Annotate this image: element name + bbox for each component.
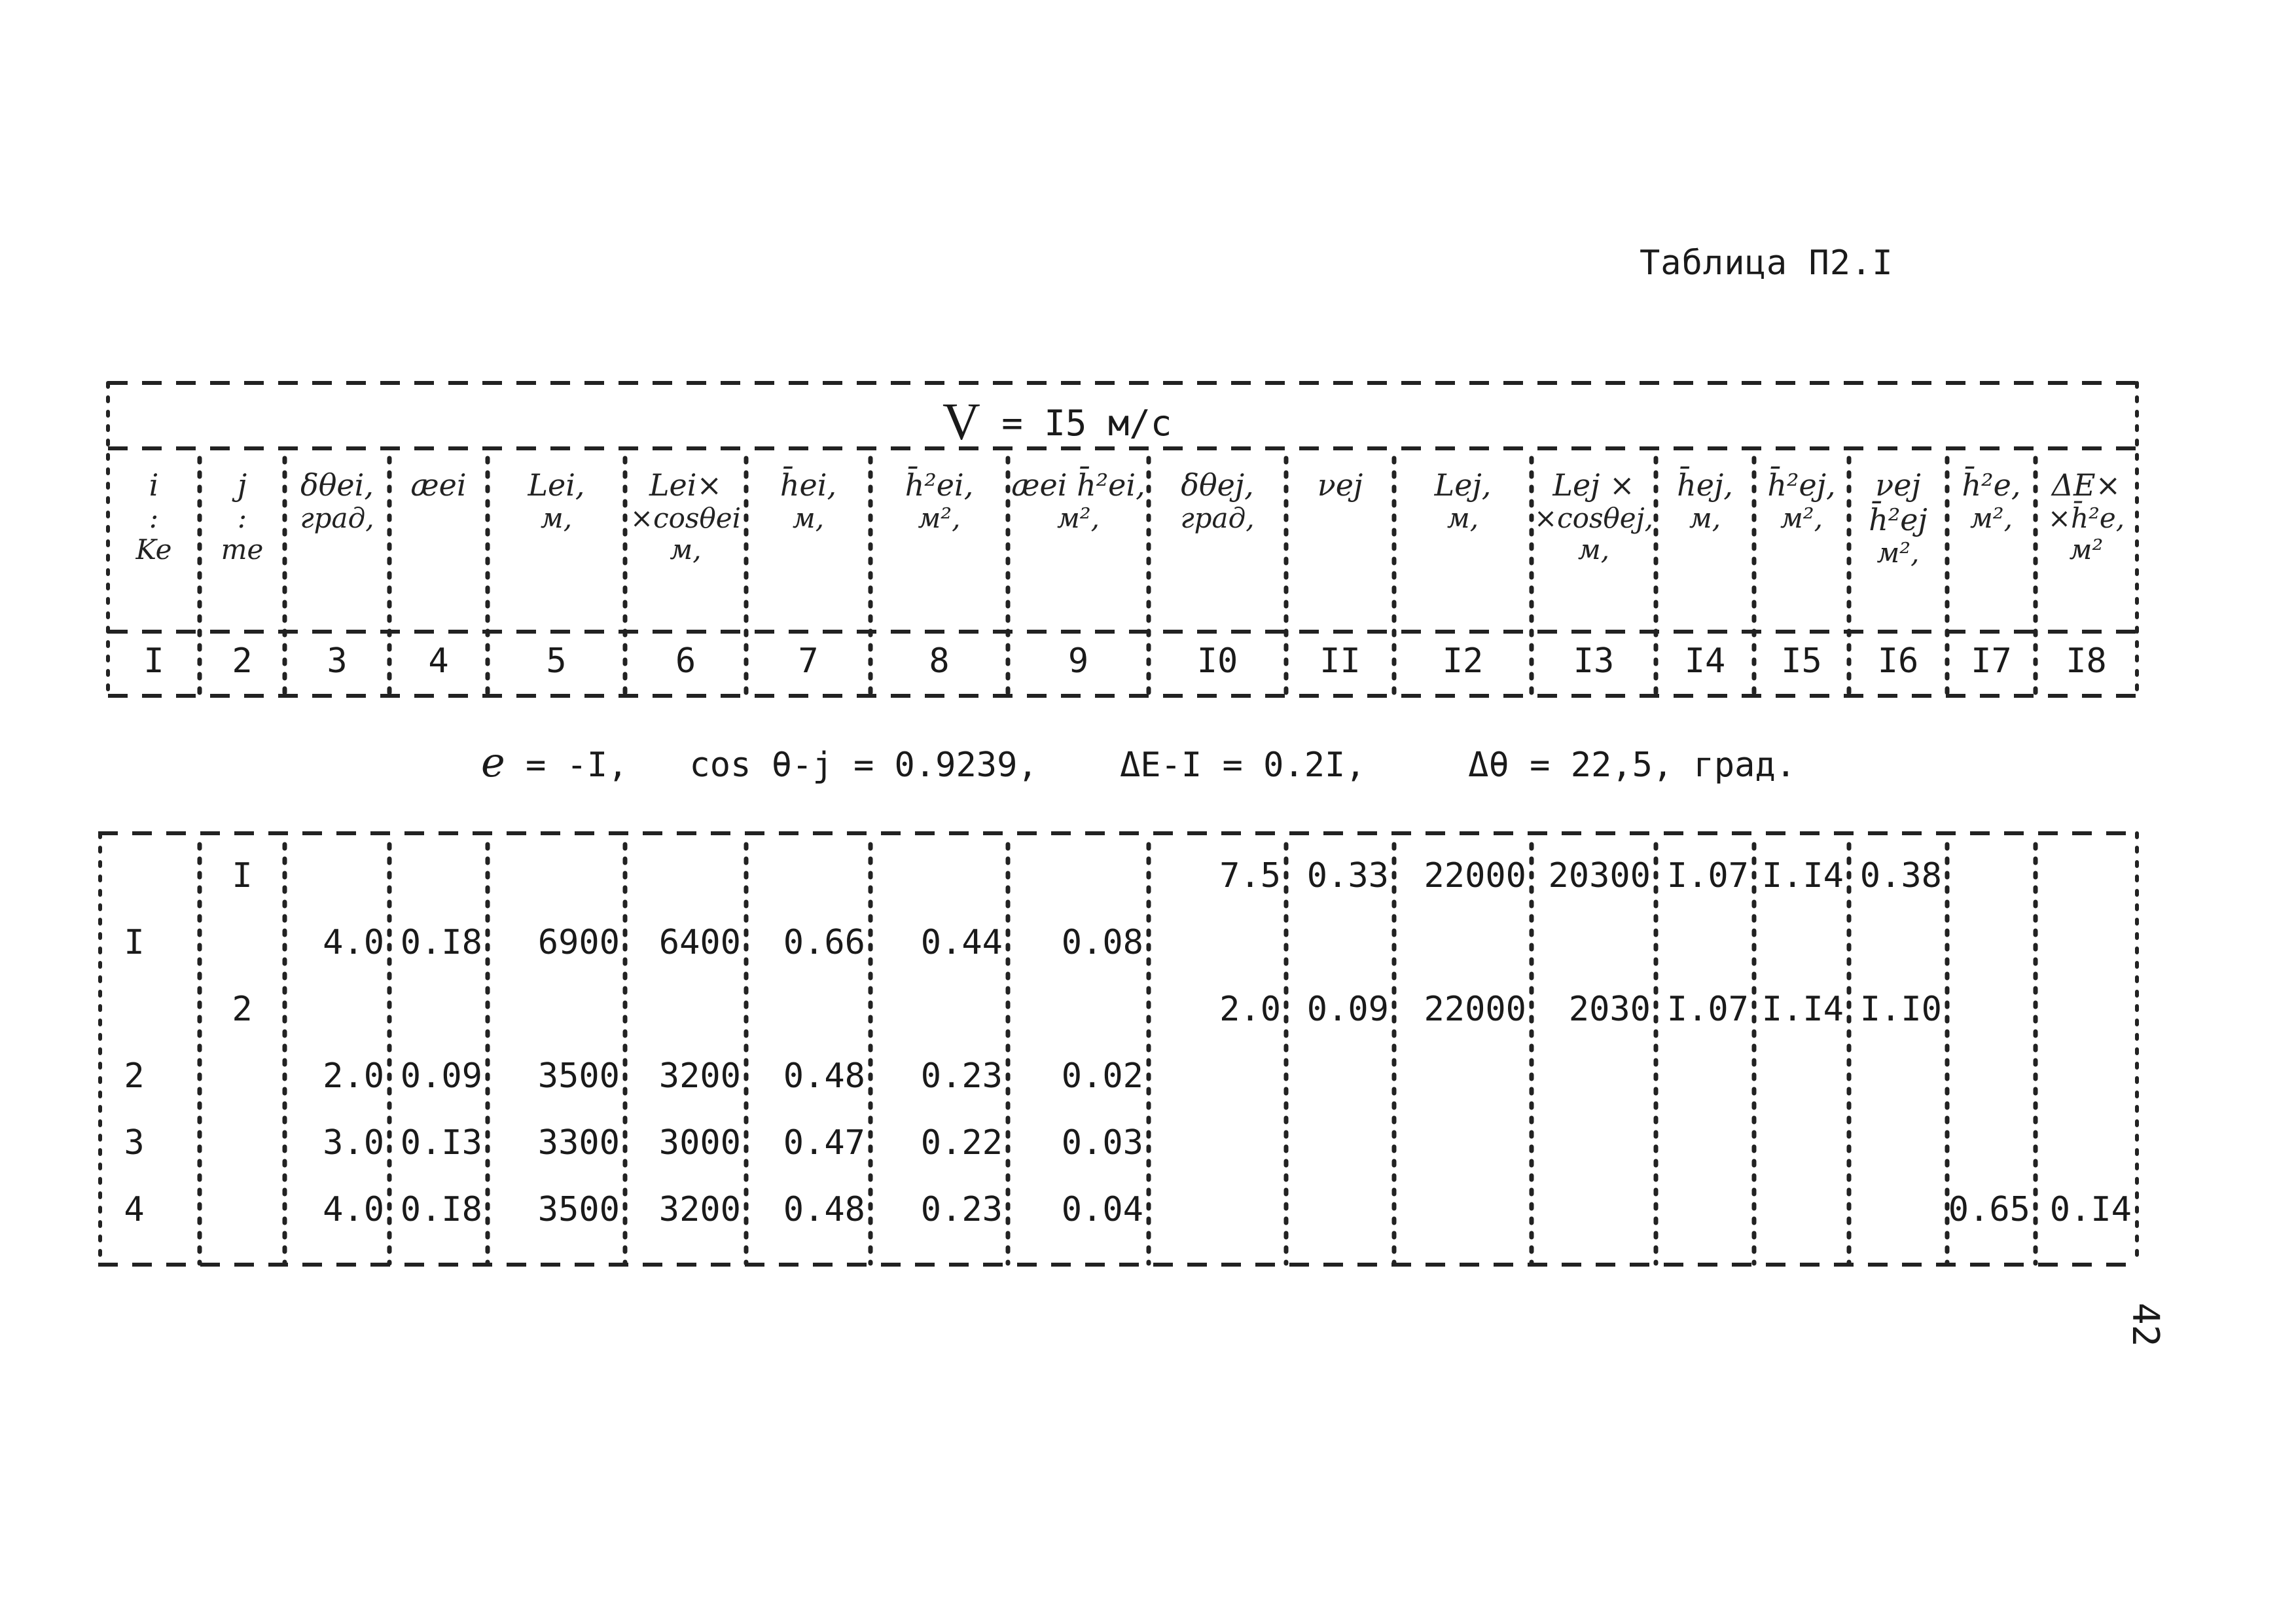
table-cell: 0.I8 (400, 923, 482, 962)
table-cell: 20300 (1548, 856, 1651, 895)
table-cell: 0.04 (1061, 1190, 1143, 1229)
table-cell: 0.66 (783, 923, 865, 962)
table-cell: I (124, 923, 145, 962)
column-header-symbol: νej h̄²ej (1869, 467, 1928, 537)
column-header-symbol: ΔE× (2051, 467, 2121, 503)
column-header (1656, 468, 1754, 534)
column-header-unit: м, (670, 533, 702, 566)
column-header-subtext: ×cosθei (630, 501, 742, 534)
column-header-symbol: h̄²e, (1962, 467, 2021, 503)
column-header-unit: м² (2069, 533, 2104, 566)
column-number: I (143, 641, 164, 681)
column-number: I7 (1971, 641, 2012, 681)
column-header-symbol: h̄²ej, (1767, 467, 1836, 503)
column-number: I6 (1877, 641, 1919, 681)
table-cell: I.07 (1666, 990, 1749, 1029)
table-cell: 2.0 (323, 1056, 384, 1096)
column-header-subtext: ×h̄²e, (2047, 501, 2125, 534)
parameter-line: e = -I, cos θ-j = 0.9239, ΔE-I = 0.2I, Δθ = 22,5, град. (481, 738, 1797, 786)
column-header-unit: Ke (135, 533, 172, 566)
column-header (1394, 468, 1532, 534)
column-header (389, 468, 488, 503)
column-header-unit: м², (918, 501, 961, 534)
table-cell: I.I4 (1761, 856, 1844, 895)
column-header (1754, 468, 1849, 534)
column-header-symbol: j (237, 467, 247, 503)
table-cell: 0.22 (920, 1123, 1003, 1163)
table-cell: 4.0 (323, 1190, 384, 1229)
column-number: I8 (2066, 641, 2107, 681)
table-cell: 3200 (658, 1190, 741, 1229)
table-cell: 3000 (658, 1123, 741, 1163)
table-cell: 2030 (1568, 990, 1651, 1029)
table-cell: 2 (124, 1056, 145, 1096)
column-number: 7 (798, 641, 819, 681)
column-header (1149, 468, 1286, 534)
table-cell: I.I0 (1859, 990, 1942, 1029)
column-header (1286, 468, 1394, 503)
column-number: I0 (1196, 641, 1238, 681)
column-header-symbol: νej (1317, 467, 1363, 503)
column-number: 9 (1067, 641, 1089, 681)
table-cell: I.I4 (1761, 990, 1844, 1029)
column-header-symbol: Lei, (528, 467, 585, 503)
column-header-unit: м², (1876, 536, 1920, 569)
column-number: 5 (546, 641, 567, 681)
column-header-unit: м, (540, 501, 573, 534)
table-cell: 4.0 (323, 923, 384, 962)
column-number: 8 (929, 641, 950, 681)
column-header-subtext: ×cosθej, (1534, 501, 1654, 534)
table-cell: 3300 (537, 1123, 620, 1163)
table-cell: 0.08 (1061, 923, 1143, 962)
column-header-subtext: : (237, 501, 247, 534)
table-cell: 7.5 (1219, 856, 1281, 895)
column-header-symbol: δθej, (1181, 467, 1254, 503)
page-number: 42 (2124, 1303, 2166, 1347)
table-cell: 0.23 (920, 1056, 1003, 1096)
column-number: I5 (1781, 641, 1822, 681)
column-header (746, 468, 870, 534)
table-cell: 6400 (658, 923, 741, 962)
table-cell: 2 (232, 990, 253, 1029)
table-cell: 3200 (658, 1056, 741, 1096)
column-header-unit: м, (1577, 533, 1610, 566)
column-number: I4 (1684, 641, 1726, 681)
table-cell: 3500 (537, 1056, 620, 1096)
column-header-symbol: h̄ej, (1677, 467, 1733, 503)
column-header (488, 468, 625, 534)
table-cell: 4 (124, 1190, 145, 1229)
column-header-unit: м, (792, 501, 825, 534)
table-cell: 22000 (1424, 990, 1526, 1029)
column-header-unit: м², (1056, 501, 1100, 534)
table-cell: 0.47 (783, 1123, 865, 1163)
table-cell: 0.23 (920, 1190, 1003, 1229)
column-header (1947, 468, 2036, 534)
column-header (625, 468, 746, 566)
table-cell: 3500 (537, 1190, 620, 1229)
column-header-symbol: æei h̄²ei, (1011, 467, 1145, 503)
column-header (870, 468, 1008, 534)
table-cell: I (232, 856, 253, 895)
table-cell: 0.48 (783, 1056, 865, 1096)
column-header (285, 468, 389, 534)
table-cell: I.07 (1666, 856, 1749, 895)
column-header-unit: м², (1969, 501, 2013, 534)
table-cell: 3.0 (323, 1123, 384, 1163)
table-caption: Таблица П2.I (1640, 244, 1893, 283)
column-header (1849, 468, 1947, 569)
column-header-symbol: Lej, (1434, 467, 1492, 503)
column-number: I3 (1573, 641, 1615, 681)
column-header (1008, 468, 1149, 534)
column-header-unit: град, (300, 501, 374, 534)
table-cell: 0.03 (1061, 1123, 1143, 1163)
table-cell: 0.33 (1306, 856, 1389, 895)
table-cell: 0.I3 (400, 1123, 482, 1163)
column-number: 2 (232, 641, 253, 681)
table-cell: 0.09 (400, 1056, 482, 1096)
column-header-symbol: Lej × (1552, 467, 1635, 503)
column-header-symbol: δθei, (300, 467, 374, 503)
column-number: 6 (675, 641, 696, 681)
table-cell: 0.48 (783, 1190, 865, 1229)
column-header-symbol: Lei× (649, 467, 723, 503)
table-cell: 0.38 (1859, 856, 1942, 895)
column-header (1532, 468, 1656, 566)
table-cell: 6900 (537, 923, 620, 962)
table-cell: 22000 (1424, 856, 1526, 895)
column-header-symbol: h̄ei, (780, 467, 837, 503)
column-header (2036, 468, 2137, 566)
column-header-subtext: : (149, 501, 159, 534)
column-number: I2 (1442, 641, 1484, 681)
table-cell: 0.65 (1948, 1190, 2030, 1229)
table-cell: 0.09 (1306, 990, 1389, 1029)
table-cell: 2.0 (1219, 990, 1281, 1029)
column-header-unit: м, (1446, 501, 1479, 534)
column-number: 4 (428, 641, 449, 681)
column-header-symbol: i (149, 467, 159, 503)
column-number: II (1319, 641, 1361, 681)
column-header-symbol: æei (410, 467, 467, 503)
column-header-unit: me (221, 533, 264, 566)
table-cell: 0.I4 (2049, 1190, 2132, 1229)
column-header-unit: град, (1180, 501, 1255, 534)
table-cell: 0.44 (920, 923, 1003, 962)
table-cell: 0.02 (1061, 1056, 1143, 1096)
column-number: 3 (327, 641, 348, 681)
velocity-label: V = I5 м/с (942, 393, 1172, 451)
table-cell: 0.I8 (400, 1190, 482, 1229)
column-header-unit: м², (1780, 501, 1823, 534)
column-header-unit: м, (1689, 501, 1721, 534)
column-header (108, 468, 200, 566)
column-header-symbol: h̄²ei, (905, 467, 974, 503)
column-header (200, 468, 285, 566)
table-cell: 3 (124, 1123, 145, 1163)
